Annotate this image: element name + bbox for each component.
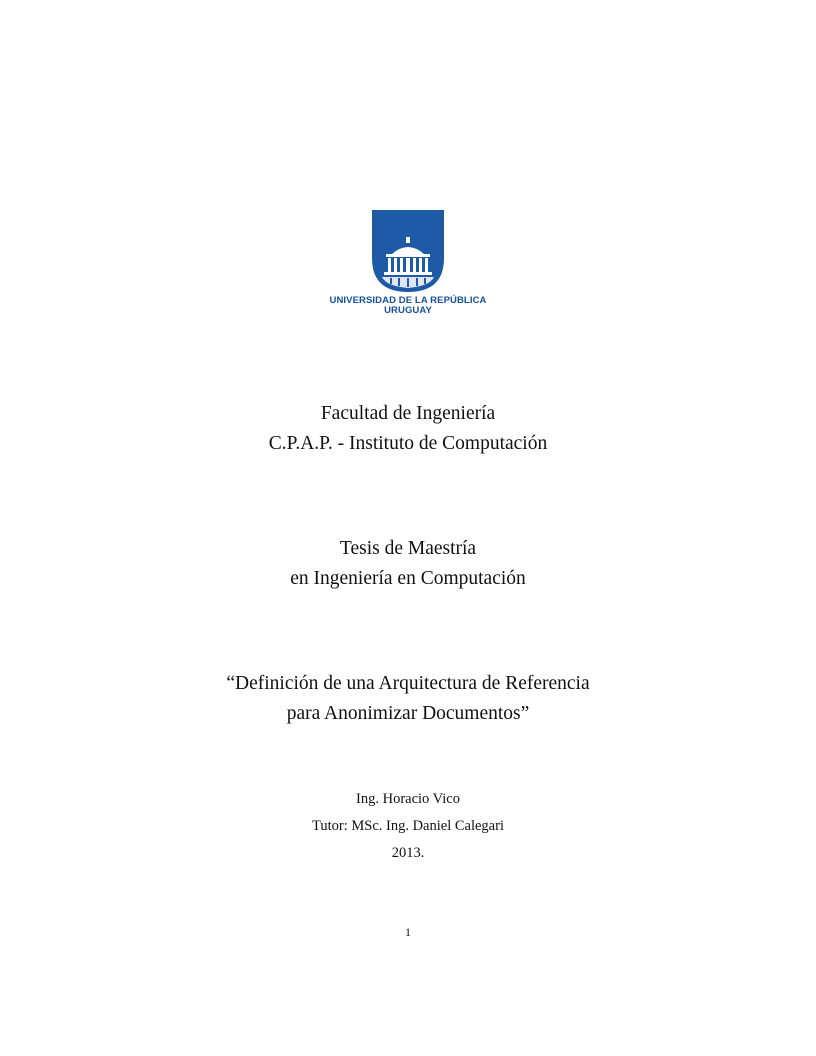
logo-university-name: UNIVERSIDAD DE LA REPÚBLICA — [329, 295, 487, 306]
thesis-type-block — [0, 534, 816, 594]
university-shield-icon — [372, 210, 444, 292]
thesis-year: 2013. — [391, 845, 425, 861]
tutor-name: Tutor: MSc. Ing. Daniel Calegari — [312, 818, 504, 834]
faculty-block — [0, 399, 816, 459]
page-number: 1 — [405, 925, 411, 939]
thesis-title-block — [0, 669, 816, 729]
thesis-type: Tesis de Maestría — [339, 538, 477, 559]
logo-country-name: URUGUAY — [384, 305, 432, 316]
author-name: Ing. Horacio Vico — [356, 791, 460, 807]
thesis-program: en Ingeniería en Computación — [290, 568, 526, 589]
thesis-title-line-1: “Definición de una Arquitectura de Referencia — [226, 673, 590, 694]
faculty-name: Facultad de Ingeniería — [320, 403, 496, 424]
university-logo — [320, 210, 496, 318]
authors-block — [0, 786, 816, 867]
institute-name: C.P.A.P. - Instituto de Computación — [268, 433, 548, 454]
thesis-title-line-2: para Anonimizar Documentos” — [286, 703, 530, 724]
